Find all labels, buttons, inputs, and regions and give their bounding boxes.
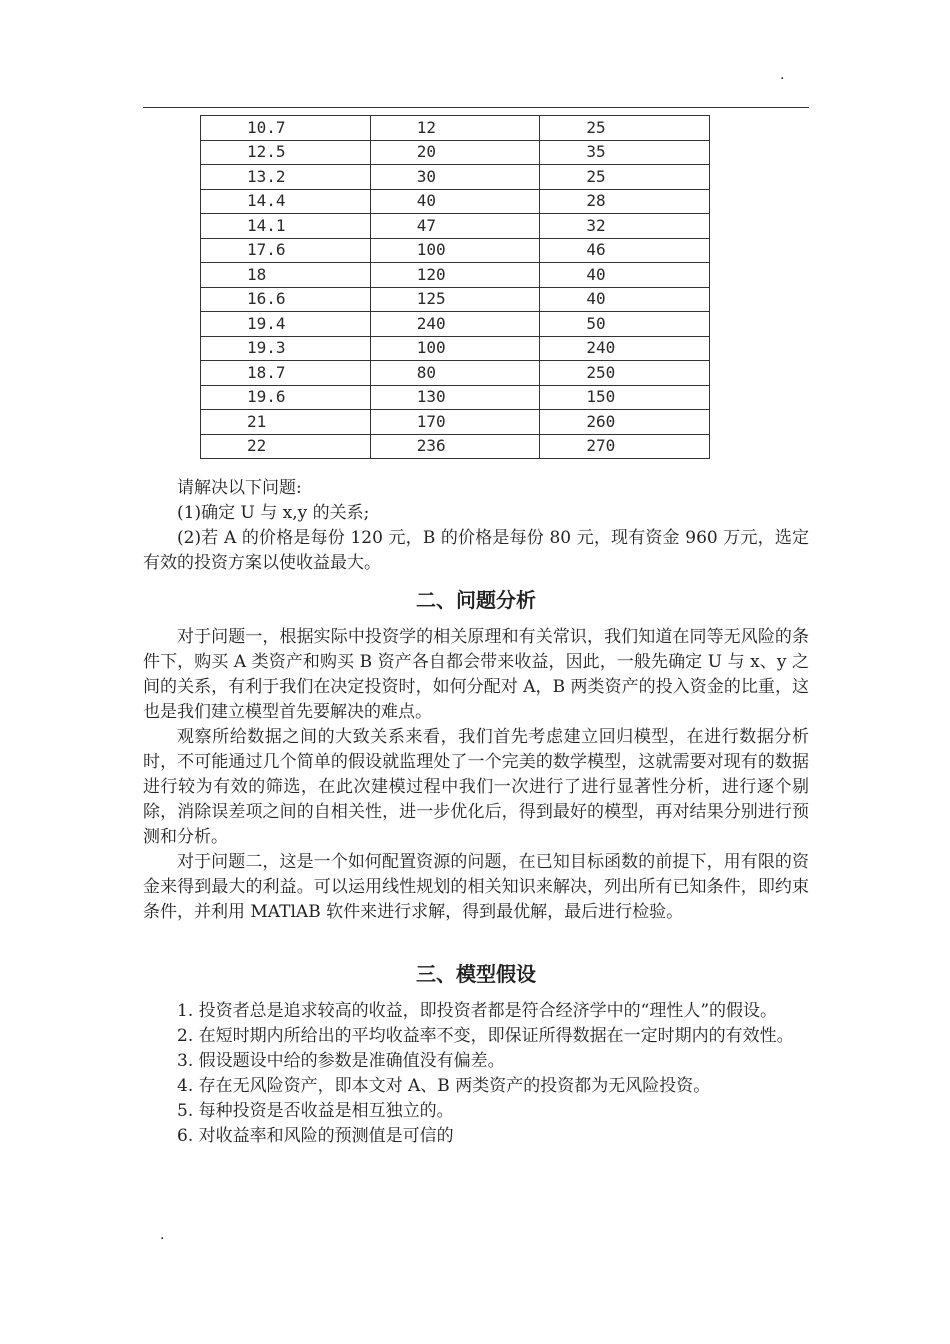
table-row [201, 263, 710, 288]
table-cell: 19.3 [201, 336, 371, 361]
table-cell: 28 [540, 189, 710, 214]
question-1: (1)确定 U 与 x,y 的关系; [177, 503, 370, 523]
table-cell: 22 [201, 434, 371, 459]
table-cell: 30 [370, 165, 540, 190]
question-2: (2)若 A 的价格是每份 120 元，B 的价格是每份 80 元，现有资金 960 万元，选定有效的投资方案以使收益最大。 [143, 528, 809, 573]
table-cell: 17.6 [201, 238, 371, 263]
table-cell: 100 [370, 336, 540, 361]
analysis-paragraph-2: 观察所给数据之间的大致关系来看，我们首先考虑建立回归模型，在进行数据分析时，不可能通过几个简单的假设就监理处了一个完美的数学模型，这就需要对现有的数据进行较为有效的筛选，在此次建模过程中我们一次进行了进行显著性分析，进行逐个剔除，消除误差项之间的自相关性，进一步优化后，得到最好的模型，再对结果分别进行预测和分析。 [143, 727, 809, 847]
table-row [201, 312, 710, 337]
assumptions-list [143, 999, 809, 1149]
table-cell: 170 [370, 410, 540, 435]
table-row [201, 165, 710, 190]
table-cell: 21 [201, 410, 371, 435]
questions-intro: 请解决以下问题: [177, 478, 302, 498]
table-cell: 50 [540, 312, 710, 337]
data-table-body [201, 116, 710, 459]
table-cell: 80 [370, 361, 540, 386]
table-cell: 260 [540, 410, 710, 435]
table-cell: 40 [370, 189, 540, 214]
analysis-paragraph-3: 对于问题二，这是一个如何配置资源的问题，在已知目标函数的前提下，用有限的资金来得到最大的利益。可以运用线性规划的相关知识来解决，列出所有已知条件，即约束条件，并利用 MATlAB 软件来进行求解，得到最优解，最后进行检验。 [143, 852, 809, 922]
section-3-title: 三、模型假设 [416, 962, 536, 986]
table-cell: 40 [540, 263, 710, 288]
table-row [201, 287, 710, 312]
table-cell: 240 [370, 312, 540, 337]
table-cell: 100 [370, 238, 540, 263]
table-cell: 19.4 [201, 312, 371, 337]
table-cell: 16.6 [201, 287, 371, 312]
assumption-item: 4. 存在无风险资产，即本文对 A、B 两类资产的投资都为无风险投资。 [177, 1076, 711, 1096]
table-cell: 12.5 [201, 140, 371, 165]
table-row [201, 336, 710, 361]
table-cell: 12 [370, 116, 540, 141]
header-rule [143, 107, 809, 108]
table-row [201, 238, 710, 263]
table-cell: 270 [540, 434, 710, 459]
table-cell: 240 [540, 336, 710, 361]
table-cell: 19.6 [201, 385, 371, 410]
table-cell: 236 [370, 434, 540, 459]
footer-mark: . [160, 1227, 165, 1243]
table-row [201, 385, 710, 410]
analysis-paragraph-1: 对于问题一，根据实际中投资学的相关原理和有关常识，我们知道在同等无风险的条件下，购买 A 类资产和购买 B 资产各自都会带来收益，因此，一般先确定 U 与 x、y 之间的关系，有利于我们在决定投资时，如何分配对 A，B 两类资产的投入资金的比重，这也是我们建立模型首先要解决的难点。 [143, 627, 809, 722]
table-cell: 47 [370, 214, 540, 239]
table-row [201, 189, 710, 214]
table-cell: 25 [540, 116, 710, 141]
table-cell: 10.7 [201, 116, 371, 141]
table-cell: 18.7 [201, 361, 371, 386]
assumption-item: 6. 对收益率和风险的预测值是可信的 [177, 1126, 454, 1146]
table-cell: 14.4 [201, 189, 371, 214]
table-row [201, 410, 710, 435]
assumption-item: 5. 每种投资是否收益是相互独立的。 [177, 1101, 454, 1121]
table-cell: 25 [540, 165, 710, 190]
table-cell: 13.2 [201, 165, 371, 190]
assumption-item: 1. 投资者总是追求较高的收益，即投资者都是符合经济学中的“理性人”的假设。 [177, 1001, 778, 1021]
table-cell: 14.1 [201, 214, 371, 239]
table-cell: 250 [540, 361, 710, 386]
header-mark: . [780, 67, 785, 83]
section-2-title: 二、问题分析 [416, 588, 536, 612]
table-cell: 32 [540, 214, 710, 239]
assumption-item: 2. 在短时期内所给出的平均收益率不变，即保证所得数据在一定时期内的有效性。 [177, 1026, 794, 1046]
table-cell: 130 [370, 385, 540, 410]
table-row [201, 361, 710, 386]
section-2-body [143, 625, 809, 925]
table-row [201, 140, 710, 165]
table-cell: 120 [370, 263, 540, 288]
table-cell: 125 [370, 287, 540, 312]
data-table [200, 115, 710, 459]
assumption-item: 3. 假设题设中给的参数是准确值没有偏差。 [177, 1051, 505, 1071]
table-row [201, 434, 710, 459]
table-cell: 35 [540, 140, 710, 165]
table-row [201, 214, 710, 239]
table-cell: 18 [201, 263, 371, 288]
table-row [201, 116, 710, 141]
table-cell: 150 [540, 385, 710, 410]
table-cell: 20 [370, 140, 540, 165]
table-cell: 46 [540, 238, 710, 263]
questions-block [143, 476, 809, 576]
table-cell: 40 [540, 287, 710, 312]
